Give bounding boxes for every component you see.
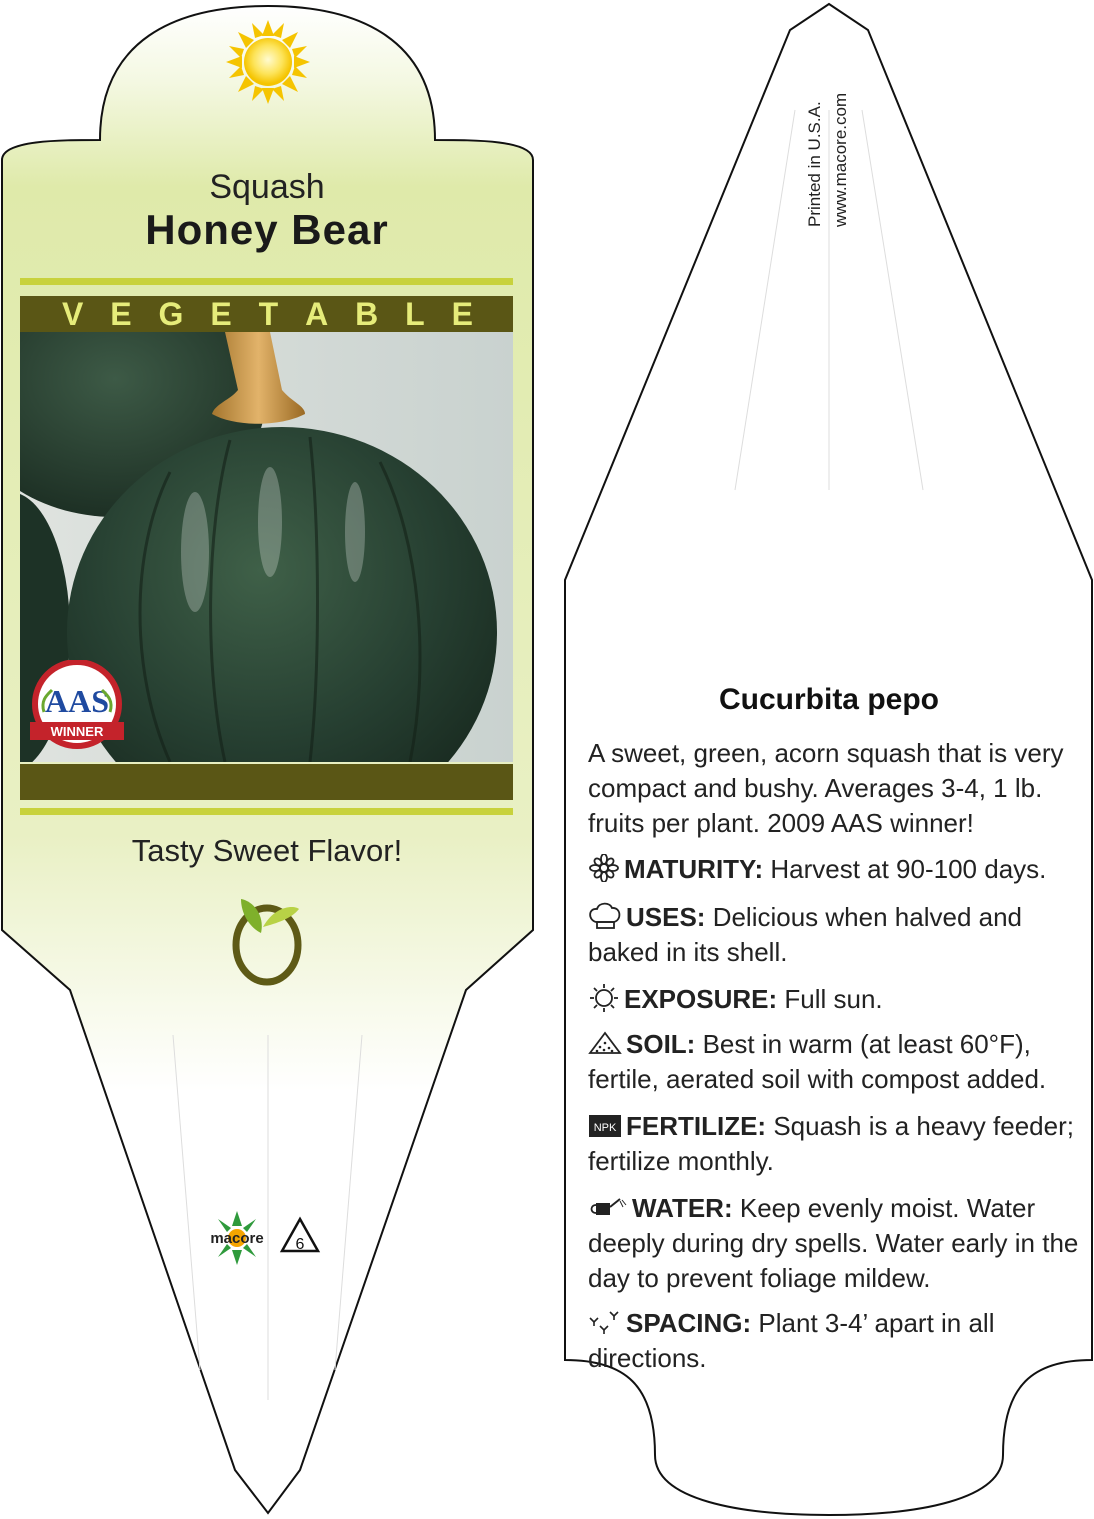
npk-icon	[588, 1111, 622, 1139]
recycle-icon	[282, 1219, 318, 1253]
section-maturity	[588, 852, 1088, 887]
category-letter: G	[158, 296, 184, 332]
category-letter: T	[258, 296, 279, 332]
scientific-name: Cucurbita pepo	[718, 683, 939, 716]
photo-bottom-band	[20, 764, 513, 800]
aas-winner-text: WINNER	[50, 724, 104, 739]
spacing-icon	[588, 1308, 622, 1336]
soil-label: SOIL:	[626, 1029, 696, 1059]
sun-graphic	[226, 20, 310, 104]
soil-text: Best in warm (at least 60°F), fertile, aerated soil with compost added.	[588, 1029, 1047, 1094]
recycle-number: 6	[295, 1236, 305, 1253]
variety-name: Honey Bear	[145, 206, 389, 253]
section-water	[588, 1191, 1088, 1296]
spacing-label: SPACING:	[626, 1308, 752, 1338]
water-label: WATER:	[632, 1193, 733, 1223]
section-exposure	[588, 982, 1088, 1017]
section-uses	[588, 900, 1088, 970]
maturity-text: Harvest at 90-100 days.	[763, 854, 1047, 884]
crop-name: Squash	[209, 168, 325, 206]
watering-can-icon	[588, 1193, 628, 1221]
fertilize-text: Squash is a heavy feeder; fertilize monthly.	[588, 1111, 1074, 1176]
section-soil	[588, 1027, 1088, 1097]
macore-logo	[205, 1208, 325, 1268]
category-letter: V	[62, 296, 84, 332]
printed-info	[790, 55, 860, 235]
npk-text: NPK	[593, 1122, 617, 1134]
uses-label: USES:	[626, 902, 706, 932]
soil-icon	[588, 1029, 622, 1057]
description: A sweet, green, acorn squash that is very compact and bushy. Averages 3-4, 1 lb. fruits per plant. 2009 AAS winner!	[588, 738, 1064, 838]
category-letter: L	[405, 296, 425, 332]
aas-letters: AAS	[44, 683, 110, 719]
tagline: Tasty Sweet Flavor!	[131, 833, 403, 868]
spacing-text: Plant 3-4’ apart in all directions.	[588, 1308, 995, 1373]
category-label	[20, 296, 513, 332]
category-letter: A	[305, 296, 329, 332]
category-letter: B	[355, 296, 379, 332]
category-letter: E	[210, 296, 232, 332]
printed-in-usa: Printed in U.S.A.	[805, 101, 824, 227]
maturity-label: MATURITY:	[624, 854, 764, 884]
section-spacing	[588, 1306, 1088, 1376]
sun-icon	[588, 984, 620, 1012]
exposure-text: Full sun.	[777, 984, 883, 1014]
exposure-label: EXPOSURE:	[624, 984, 778, 1014]
website: www.macore.com	[831, 92, 850, 227]
aas-winner-badge	[26, 660, 128, 750]
category-letter: E	[451, 296, 473, 332]
fertilize-label: FERTILIZE:	[626, 1111, 767, 1141]
water-text: Keep evenly moist. Water deeply during dry spells. Water early in the day to prevent foliage mildew.	[588, 1193, 1079, 1293]
flower-icon	[588, 854, 620, 882]
macore-brand-text: macore	[210, 1230, 264, 1247]
uses-text: Delicious when halved and baked in its shell.	[588, 902, 1023, 967]
chef-hat-icon	[588, 902, 622, 930]
category-letter: E	[110, 296, 132, 332]
section-fertilize	[588, 1109, 1088, 1179]
